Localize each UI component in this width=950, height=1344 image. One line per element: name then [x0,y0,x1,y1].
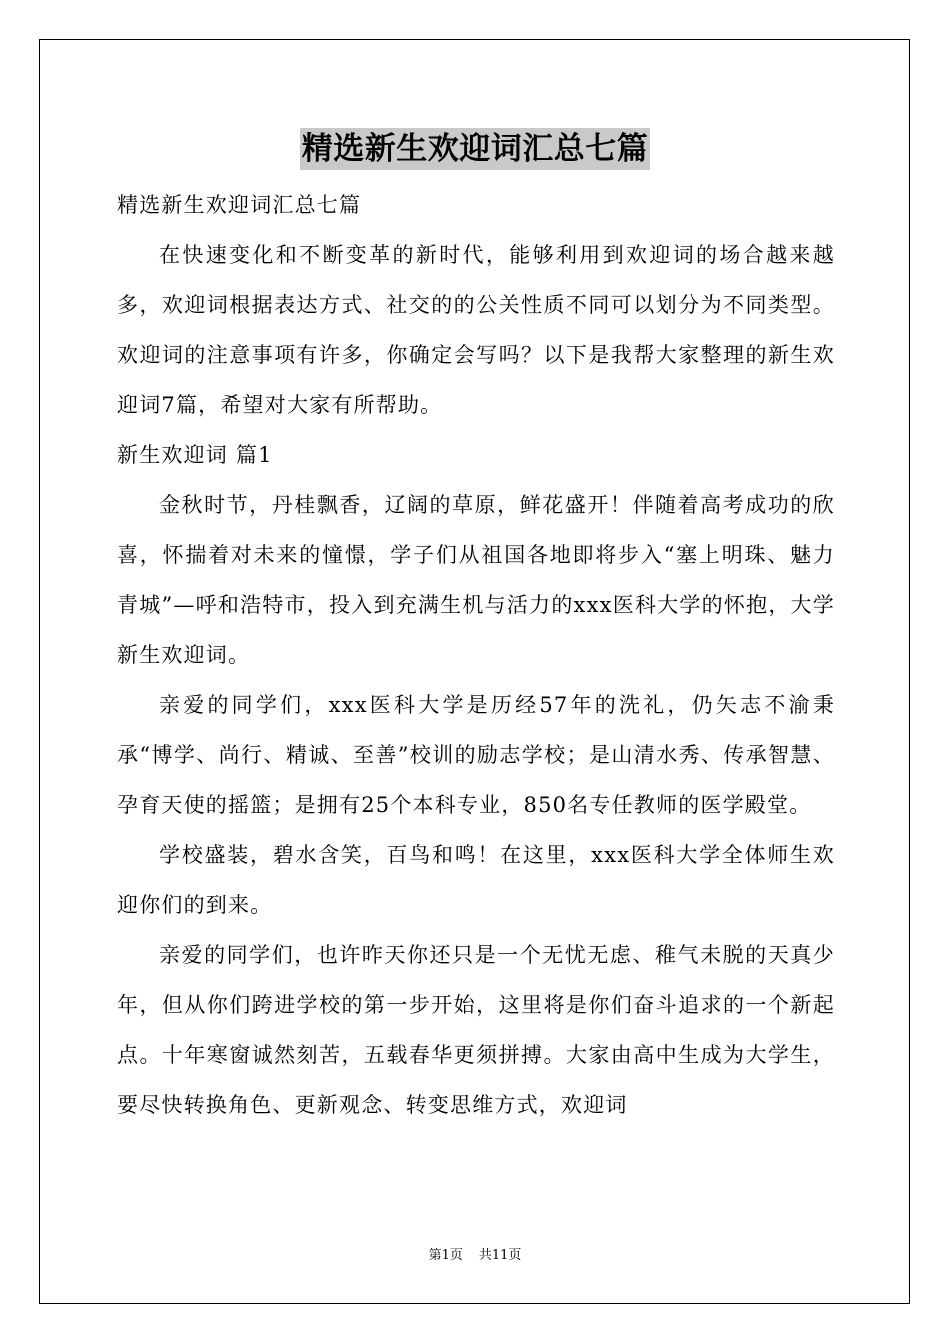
paragraph-4: 亲爱的同学们，xxx医科大学是历经57年的洗礼，仍矢志不渝秉承“博学、尚行、精诚、至善”校训的励志学校；是山清水秀、传承智慧、孕育天使的摇篮；是拥有25个本科专业，850名专任教师的医学殿堂。 [117,693,835,817]
paragraph-3: 金秋时节，丹桂飘香，辽阔的草原，鲜花盛开！伴随着高考成功的欣喜，怀揣着对未来的憧憬，学子们从祖国各地即将步入“塞上明珠、魅力青城”—呼和浩特市，投入到充满生机与活力的xxx医科大学的怀抱，大学新生欢迎词。 [117,493,835,667]
title-wrap [0,128,950,170]
document-title: 精选新生欢迎词汇总七篇 [300,128,651,170]
page-footer [0,1247,950,1265]
paragraph-0: 精选新生欢迎词汇总七篇 [117,193,362,217]
section-heading: 新生欢迎词 篇1 [117,443,273,467]
paragraph-6: 亲爱的同学们，也许昨天你还只是一个无忧无虑、稚气未脱的天真少年，但从你们跨进学校的第一步开始，这里将是你们奋斗追求的一个新起点。十年寒窗诚然刻苦，五载春华更须拼搏。大家由高中生成为大学生，要尽快转换角色、更新观念、转变思维方式，欢迎词 [117,943,835,1117]
page-total: 共11页 [478,1248,522,1263]
paragraph-5: 学校盛装，碧水含笑，百鸟和鸣！在这里，xxx医科大学全体师生欢迎你们的到来。 [117,843,835,917]
page-number: 第1页 [428,1248,463,1263]
paragraph-1: 在快速变化和不断变革的新时代，能够利用到欢迎词的场合越来越多，欢迎词根据表达方式、社交的的公关性质不同可以划分为不同类型。欢迎词的注意事项有许多，你确定会写吗？以下是我帮大家整理的新生欢迎词7篇，希望对大家有所帮助。 [117,243,835,417]
document-body [117,180,835,1130]
